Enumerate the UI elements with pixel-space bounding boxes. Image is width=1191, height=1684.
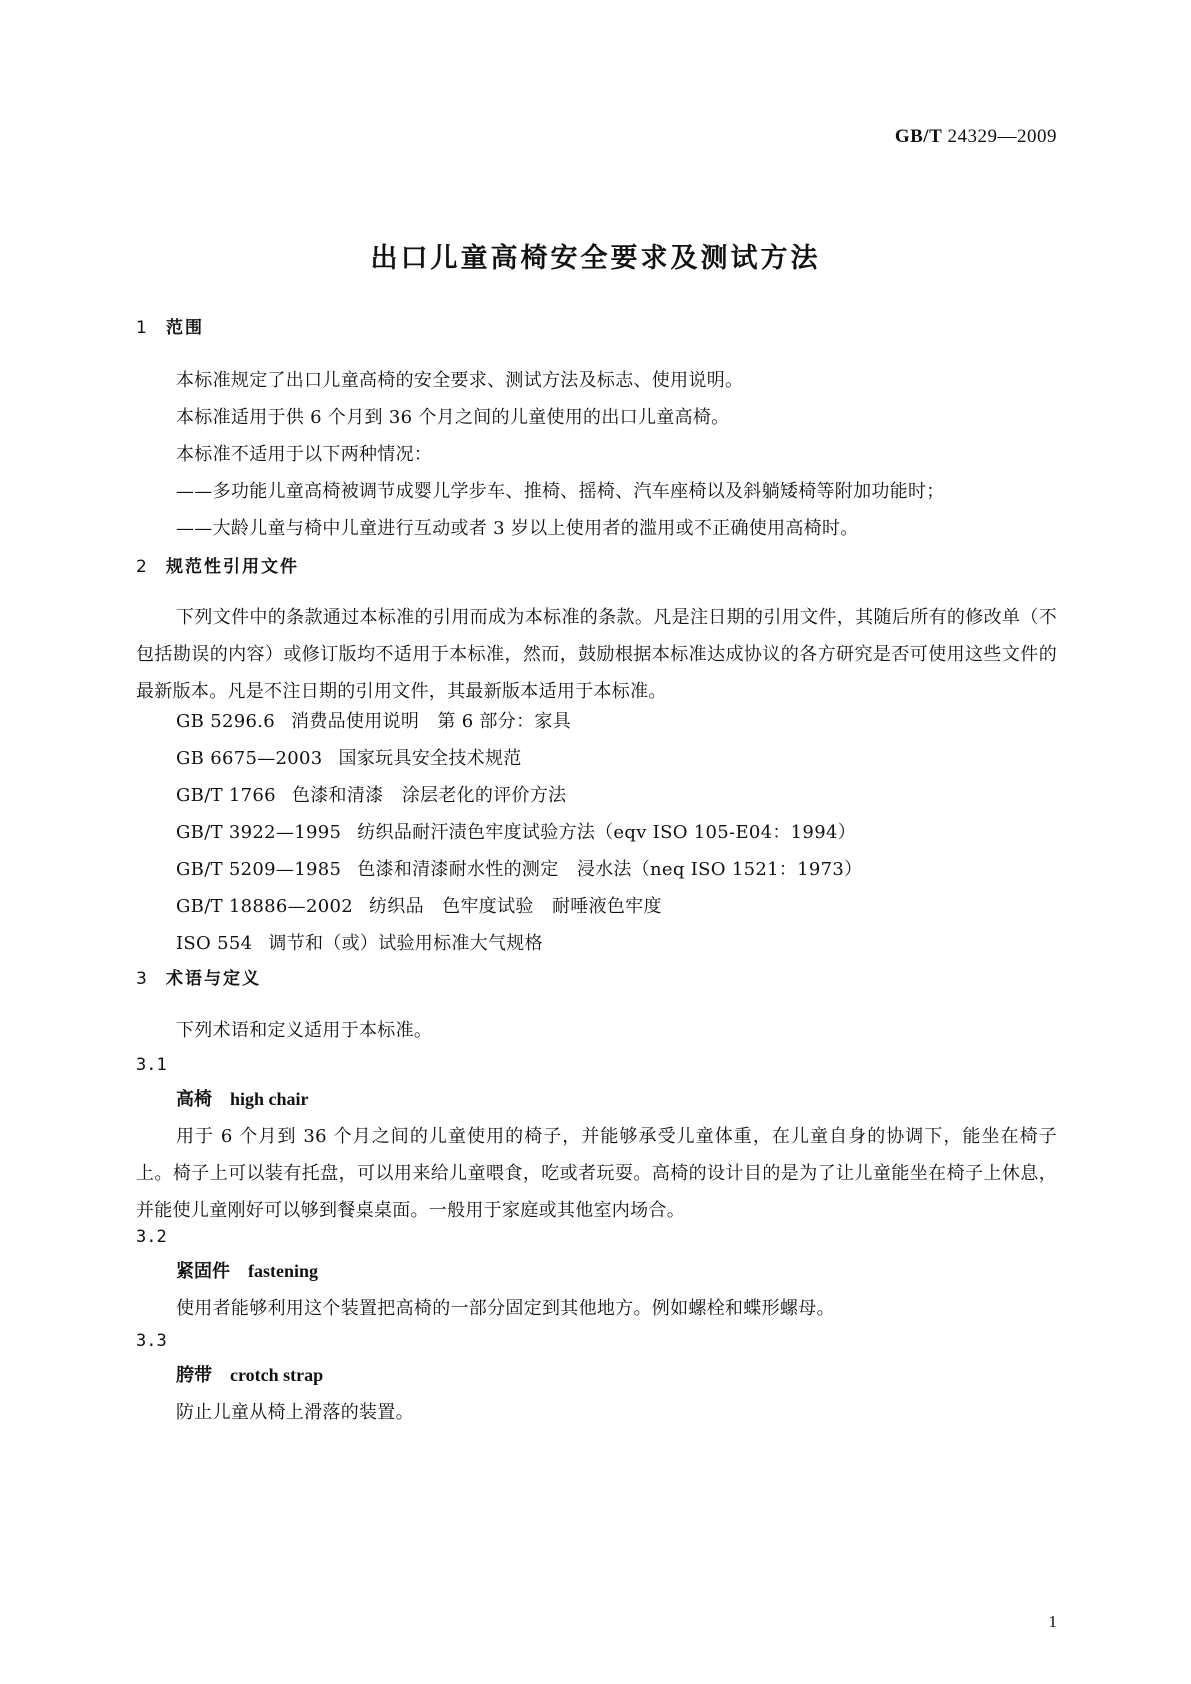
clause-3-2 [136,1222,1057,1252]
clause-number: 3.3 [136,1331,167,1351]
section-1 [136,313,1057,343]
scope-exclusion: ——大龄儿童与椅中儿童进行互动或者 3 岁以上使用者的滥用或不正确使用高椅时。 [176,518,859,539]
document-title: 出口儿童高椅安全要求及测试方法 [370,243,821,274]
scope-line: 本标准规定了出口儿童高椅的安全要求、测试方法及标志、使用说明。 [176,370,744,391]
reference-item: ISO 554 调节和（或）试验用标准大气规格 [176,933,543,954]
section-3-intro [136,1012,1057,1049]
term-definition: 用于 6 个月到 36 个月之间的儿童使用的椅子，并能够承受儿童体重，在儿童自身的协调下，能坐在椅子上。椅子上可以装有托盘，可以用来给儿童喂食，吃或者玩耍。高椅的设计目的是为了让儿童能坐在椅子上休息，并能使儿童刚好可以够到餐桌桌面。一般用于家庭或其他室内场合。 [136,1126,1057,1221]
section-3 [136,964,1057,994]
section-2-intro [136,599,1057,710]
reference-list [136,703,1057,962]
term-en: crotch strap [230,1365,324,1385]
term-definition: 使用者能够利用这个装置把高椅的一部分固定到其他地方。例如螺栓和蝶形螺母。 [176,1298,835,1319]
section-3-heading: 3 术语与定义 [136,969,261,989]
clause-3-3 [136,1326,1057,1356]
term-en: fastening [248,1261,319,1281]
reference-item: GB/T 3922—1995 纺织品耐汗渍色牢度试验方法（eqv ISO 105-E04：1994） [176,822,856,843]
standard-code [895,126,1057,148]
term-fastening [136,1253,1057,1327]
term-definition: 防止儿童从椅上滑落的装置。 [176,1402,414,1423]
reference-item: GB/T 18886—2002 纺织品 色牢度试验 耐唾液色牢度 [176,896,662,917]
term-zh: 高椅 [176,1089,212,1110]
reference-item: GB 6675—2003 国家玩具安全技术规范 [176,748,522,769]
clause-3-1 [136,1050,1057,1080]
term-crotch-strap [136,1357,1057,1431]
section-2 [136,552,1057,582]
term-en: high chair [230,1089,309,1109]
normative-intro-paragraph: 下列文件中的条款通过本标准的引用而成为本标准的条款。凡是注日期的引用文件，其随后所有的修改单（不包括勘误的内容）或修订版均不适用于本标准，然而，鼓励根据本标准达成协议的各方研究是否可使用这些文件的最新版本。凡是不注日期的引用文件，其最新版本适用于本标准。 [136,607,1057,702]
scope-line: 本标准适用于供 6 个月到 36 个月之间的儿童使用的出口儿童高椅。 [176,407,730,428]
reference-item: GB/T 1766 色漆和清漆 涂层老化的评价方法 [176,785,567,806]
section-1-body [136,362,1057,547]
clause-number: 3.2 [136,1227,167,1247]
term-high-chair [136,1081,1057,1229]
section-2-heading: 2 规范性引用文件 [136,557,299,577]
reference-item: GB/T 5209—1985 色漆和清漆耐水性的测定 浸水法（neq ISO 1521：1973） [176,859,863,880]
clause-number: 3.1 [136,1055,167,1075]
terms-intro: 下列术语和定义适用于本标准。 [176,1020,433,1041]
standard-prefix: GB/T [894,126,943,147]
term-zh: 胯带 [176,1365,212,1386]
reference-item: GB 5296.6 消费品使用说明 第 6 部分：家具 [176,711,572,732]
scope-line: 本标准不适用于以下两种情况： [176,444,433,465]
scope-exclusion: ——多功能儿童高椅被调节成婴儿学步车、推椅、摇椅、汽车座椅以及斜躺矮椅等附加功能时； [176,481,945,502]
standard-number: 24329—2009 [947,126,1057,147]
page-number: 1 [1048,1612,1057,1631]
term-zh: 紧固件 [176,1261,230,1282]
section-1-heading: 1 范围 [136,318,204,338]
